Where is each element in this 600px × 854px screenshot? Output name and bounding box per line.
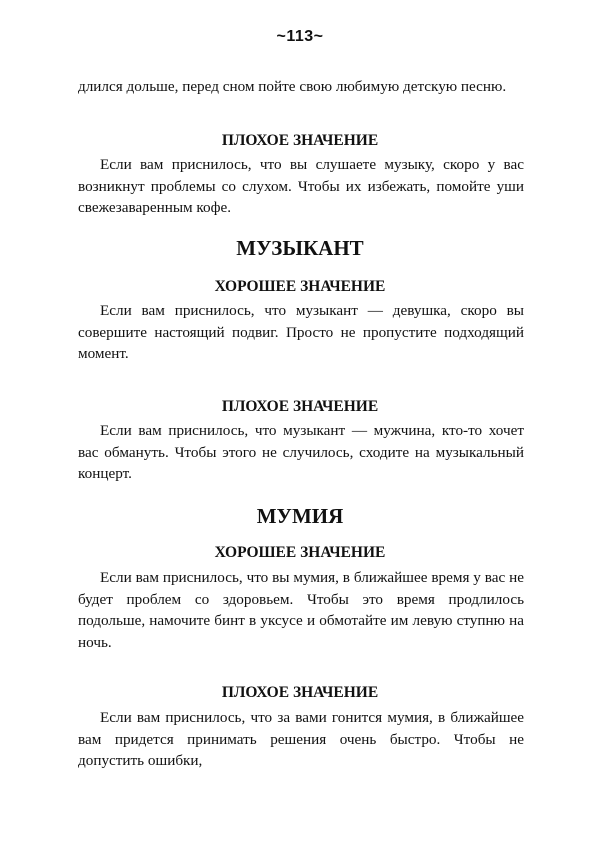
entry-title-mumiya: МУМИЯ	[256, 504, 344, 528]
page-number: ~113~	[276, 28, 324, 45]
mumiya-bad-heading: ПЛОХОЕ ЗНАЧЕНИЕ	[221, 684, 379, 701]
muzykant-good-heading: ХОРОШЕЕ ЗНАЧЕНИЕ	[214, 278, 386, 295]
muzykant-bad-heading: ПЛОХОЕ ЗНАЧЕНИЕ	[221, 398, 379, 415]
intro-paragraph: длился дольше, перед сном пойте свою любимую детскую песню.	[78, 78, 507, 95]
mumiya-bad-paragraph: Если вам приснилось, что за вами гонится мумия, в ближайшее вам придется принимать решения очень быстро. Чтобы не допустить ошибки,	[78, 709, 524, 769]
muzykant-good-paragraph: Если вам приснилось, что музыкант — девушка, скоро вы совершите настоящий подвиг. Просто не пропустите подходящий момент.	[78, 302, 524, 362]
mumiya-good-heading: ХОРОШЕЕ ЗНАЧЕНИЕ	[214, 544, 386, 561]
muzyka-bad-heading: ПЛОХОЕ ЗНАЧЕНИЕ	[221, 132, 379, 149]
muzykant-bad-paragraph: Если вам приснилось, что музыкант — мужчина, кто-то хочет вас обмануть. Чтобы этого не случилось, сходите на музыкальный концерт.	[78, 422, 524, 482]
mumiya-good-paragraph: Если вам приснилось, что вы мумия, в ближайшее время у вас не будет проблем со здоровьем. Чтобы это время продлилось подольше, намочите бинт в уксусе и обмотайте им левую ступню на ночь.	[78, 569, 524, 651]
entry-title-muzykant: МУЗЫКАНТ	[236, 236, 364, 260]
muzyka-bad-paragraph: Если вам приснилось, что вы слушаете музыку, скоро у вас возникнут проблемы со слухом. Чтобы их избежать, помойте уши свежезаваренным кофе.	[78, 156, 524, 216]
